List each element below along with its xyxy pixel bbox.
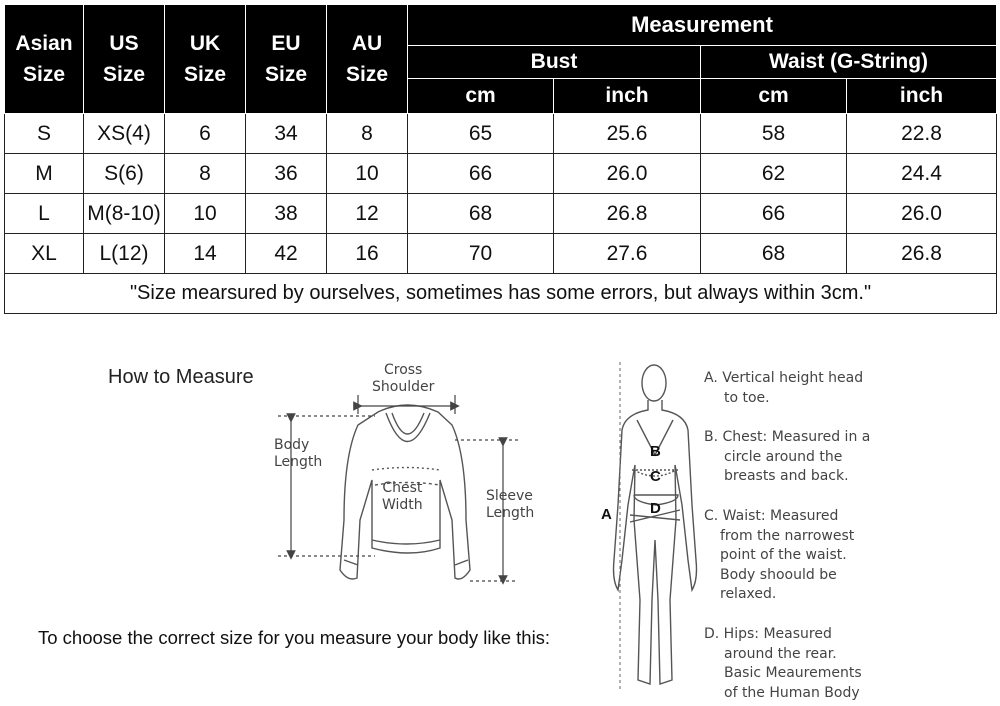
cell-bust-cm: 70 bbox=[408, 234, 554, 274]
cell-asian: L bbox=[5, 194, 84, 234]
body-length-label-line1: Body bbox=[274, 437, 310, 453]
legend-c-line4: Body shoould be bbox=[720, 566, 837, 583]
cell-us: L(12) bbox=[84, 234, 165, 274]
table-row bbox=[5, 154, 997, 194]
header-waist: Waist (G-String) bbox=[701, 46, 997, 79]
cross-shoulder-label-line2: Shoulder bbox=[372, 379, 435, 395]
chest-width-label bbox=[382, 480, 423, 514]
cell-bust-cm: 65 bbox=[408, 114, 554, 154]
cell-waist-inch: 22.8 bbox=[847, 114, 997, 154]
cell-waist-cm: 58 bbox=[701, 114, 847, 154]
header-au-size: AU Size bbox=[327, 5, 408, 114]
cross-shoulder-label bbox=[372, 362, 434, 396]
choose-size-instruction: To choose the correct size for you measure your body like this: bbox=[38, 627, 551, 648]
header-waist-inch: inch bbox=[847, 79, 997, 114]
chest-width-label-line1: Chest bbox=[382, 480, 423, 496]
size-chart-table bbox=[4, 4, 997, 314]
table-row bbox=[5, 114, 997, 154]
cell-waist-inch: 26.0 bbox=[847, 194, 997, 234]
legend-b bbox=[704, 428, 870, 487]
cell-uk: 14 bbox=[165, 234, 246, 274]
cell-asian: M bbox=[5, 154, 84, 194]
cell-us: XS(4) bbox=[84, 114, 165, 154]
figure-letter-b: B bbox=[650, 443, 661, 460]
cross-shoulder-label-line1: Cross bbox=[383, 362, 423, 378]
cell-bust-inch: 27.6 bbox=[554, 234, 701, 274]
cell-au: 8 bbox=[327, 114, 408, 154]
cell-au: 12 bbox=[327, 194, 408, 234]
legend-b-line1: B. Chest: Measured in a bbox=[704, 429, 871, 445]
legend-d bbox=[704, 625, 862, 703]
chest-width-label-line2: Width bbox=[382, 497, 423, 513]
cell-bust-inch: 26.0 bbox=[554, 154, 701, 194]
header-eu-size: EU Size bbox=[246, 5, 327, 114]
cell-uk: 8 bbox=[165, 154, 246, 194]
header-waist-cm: cm bbox=[701, 79, 847, 114]
header-bust-cm: cm bbox=[408, 79, 554, 114]
cell-waist-inch: 24.4 bbox=[847, 154, 997, 194]
header-us-size: US Size bbox=[84, 5, 165, 114]
legend-d-line3: Basic Meaurements bbox=[724, 665, 862, 681]
body-length-label bbox=[274, 437, 322, 471]
legend-a-line1: A. Vertical height head bbox=[704, 370, 864, 386]
legend-d-line4: of the Human Body bbox=[724, 684, 860, 701]
cell-bust-cm: 68 bbox=[408, 194, 554, 234]
cell-au: 10 bbox=[327, 154, 408, 194]
sleeve-length-label-line2: Length bbox=[486, 505, 535, 521]
body-length-label-line2: Length bbox=[274, 454, 323, 470]
sleeve-length-label-line1: Sleeve bbox=[486, 488, 533, 504]
how-to-measure-title: How to Measure bbox=[108, 366, 254, 388]
cell-bust-inch: 25.6 bbox=[554, 114, 701, 154]
legend-a-line2: to toe. bbox=[724, 389, 770, 406]
header-measurement: Measurement bbox=[408, 5, 997, 46]
cell-eu: 38 bbox=[246, 194, 327, 234]
cell-bust-inch: 26.8 bbox=[554, 194, 701, 234]
cell-waist-cm: 66 bbox=[701, 194, 847, 234]
table-row bbox=[5, 194, 997, 234]
cell-bust-cm: 66 bbox=[408, 154, 554, 194]
cell-us: S(6) bbox=[84, 154, 165, 194]
cell-us: M(8-10) bbox=[84, 194, 165, 234]
sleeve-length-label bbox=[486, 488, 534, 522]
header-bust: Bust bbox=[408, 46, 701, 79]
cell-waist-cm: 62 bbox=[701, 154, 847, 194]
header-asian-size: Asian Size bbox=[5, 5, 84, 114]
legend-a bbox=[704, 369, 863, 408]
legend-c-line1: C. Waist: Measured bbox=[704, 508, 839, 524]
figure-letter-a: A bbox=[601, 506, 612, 523]
cell-eu: 42 bbox=[246, 234, 327, 274]
cell-waist-inch: 26.8 bbox=[847, 234, 997, 274]
legend-c bbox=[704, 507, 854, 605]
cell-eu: 34 bbox=[246, 114, 327, 154]
legend-d-line2: around the rear. bbox=[724, 645, 837, 662]
header-uk-size: UK Size bbox=[165, 5, 246, 114]
legend-c-line2: from the narrowest bbox=[720, 527, 855, 544]
header-bust-inch: inch bbox=[554, 79, 701, 114]
legend-d-line1: D. Hips: Measured bbox=[704, 626, 832, 642]
measurement-note: "Size mearsured by ourselves, sometimes has some errors, but always within 3cm." bbox=[5, 274, 997, 314]
cell-eu: 36 bbox=[246, 154, 327, 194]
figure-letter-d: D bbox=[650, 500, 661, 517]
legend-c-line5: relaxed. bbox=[720, 586, 777, 602]
cell-uk: 10 bbox=[165, 194, 246, 234]
human-figure-illustration bbox=[614, 365, 697, 684]
legend-c-line3: point of the waist. bbox=[720, 547, 847, 563]
legend-b-line3: breasts and back. bbox=[724, 468, 849, 484]
cell-asian: S bbox=[5, 114, 84, 154]
legend-b-line2: circle around the bbox=[724, 448, 843, 465]
cell-waist-cm: 68 bbox=[701, 234, 847, 274]
cell-asian: XL bbox=[5, 234, 84, 274]
cell-uk: 6 bbox=[165, 114, 246, 154]
cell-au: 16 bbox=[327, 234, 408, 274]
table-row bbox=[5, 234, 997, 274]
figure-letter-c: C bbox=[650, 468, 661, 485]
